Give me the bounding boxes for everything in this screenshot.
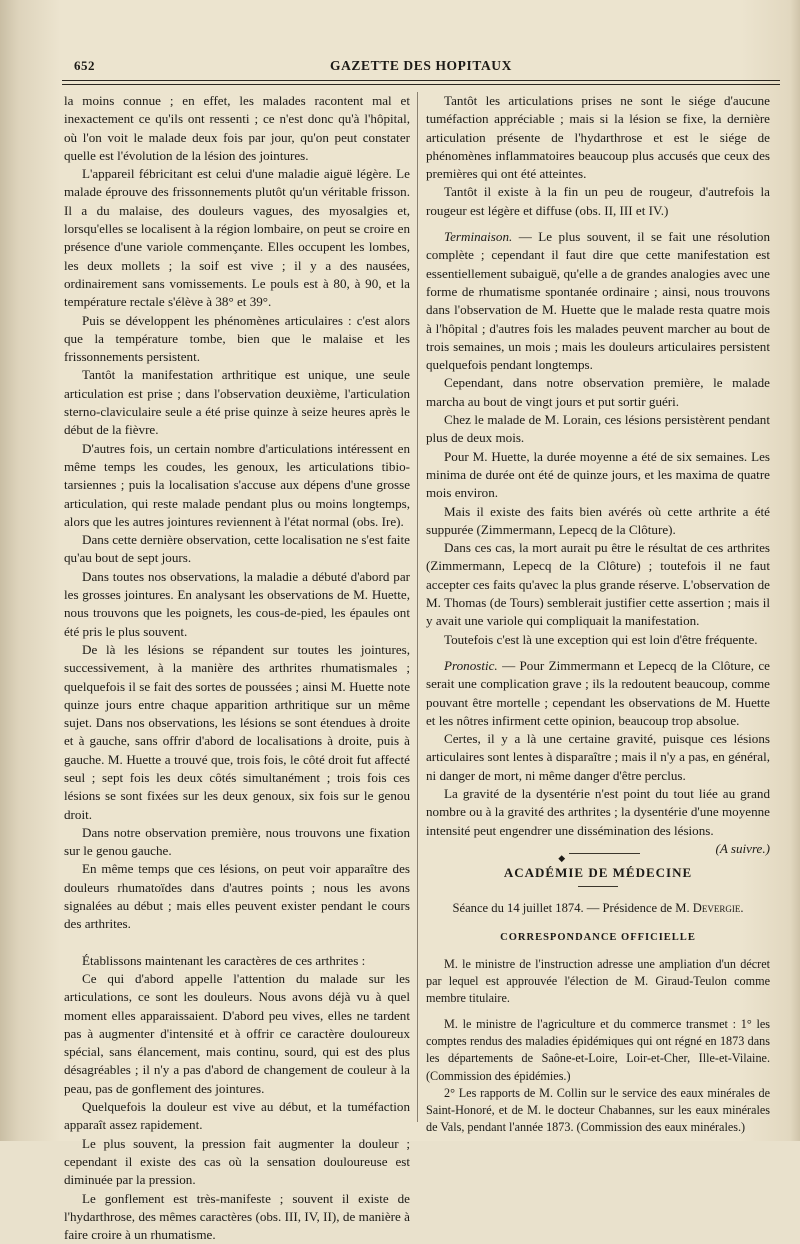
president-name: Devergie.	[692, 901, 744, 916]
right-column	[426, 92, 770, 1137]
paragraph-text: La gravité de la dysentérie n'est point du tout liée au grand nombre ou à la gravité des arthrites ; la dysentérie d'une moyenne intensité peut engendrer une dissémination des lésions.	[426, 785, 770, 838]
paragraph: Tantôt il existe à la fin un peu de rougeur, d'autrefois la rougeur est légère et diffuse (obs. II, III et IV.)	[426, 184, 770, 218]
paragraph: Tantôt la manifestation arthritique est unique, une seule articulation est prise ; dans l'observation deuxième, l'articulation sterno-claviculaire seule a été prise quinze à seize heures après le début de la fièvre.	[64, 367, 410, 438]
paragraph: Dans cette dernière observation, cette localisation ne s'est faite qu'au bout de sept jours.	[64, 532, 410, 566]
paragraph: M. le ministre de l'agriculture et du commerce transmet : 1° les comptes rendus des maladies épidémiques qui ont régné en 1873 dans les départements de Saône-et-Loire, Loir-et-Cher, Ille-et-Vilaine. (Commission des épidémies.)	[426, 1016, 770, 1083]
run-in-heading: Terminaison.	[444, 229, 513, 245]
paragraph: Le plus souvent, la pression fait augmenter la douleur ; cependant il existe des cas où la sensation douloureuse est diminuée par la pression.	[64, 1135, 410, 1188]
paragraph: Dans notre observation première, nous trouvons une fixation sur le genou gauche.	[64, 824, 410, 859]
paragraph: L'appareil fébricitant est celui d'une maladie aiguë légère. Le malade éprouve des frissonnements plutôt qu'un véritable frisson. Il a du malaise, des douleurs vagues, des myosalgies et, lorsqu'elles se localisent à la région lombaire, on peut se croire en présence d'une variole commençante. Elles occupent les lombes, les deux mollets ; la soif est vive ; il y a des nausées, ordinairement sans vomissements. Le pouls est à 80, à 90, et la température rectale s'élève à 38° et 39°.	[64, 166, 410, 310]
paragraph: Mais il existe des faits bien avérés où cette arthrite a été suppurée (Zimmermann, Lepecq de la Clôture).	[426, 503, 770, 537]
session-line: Séance du 14 juillet 1874. — Présidence de M. Devergie.	[452, 901, 744, 916]
left-column	[64, 92, 410, 1244]
spacer	[426, 220, 770, 228]
paragraph: Cependant, dans notre observation première, le malade marcha au bout de vingt jours et put sortir guéri.	[426, 375, 770, 409]
paragraph: la moins connue ; en effet, les malades racontent mal et inexactement ce qu'ils ont ressenti ; ce n'est donc qu'à l'hôpital, où l'on voit le malade deux fois par jour, qu'on peut constater quelle est l'évolution de la lésion des jointures.	[64, 93, 410, 163]
column-divider	[417, 92, 418, 1122]
ornament-glyph: ◆	[554, 853, 569, 863]
header-rule	[62, 80, 780, 81]
paragraph: Puis se développent les phénomènes articulaires : c'est alors que la température tombe, bien que le malaise et les frissonnements persistent.	[64, 312, 410, 365]
paragraph-text: — Pour Zimmermann et Lepecq de la Clôture, ce serait une complication grave ; ils la redoutent beaucoup, comme pouvant être mortelle ; cependant les observations de M. Huette et les nôtres infirment cette opinion, beaucoup trop absolue.	[426, 657, 770, 728]
paragraph: 2° Les rapports de M. Collin sur le service des eaux minérales de Saint-Honoré, et de M. le docteur Chabannes, sur les eaux minérales de Vals, pendant l'année 1873. (Commission des eaux minérales.)	[426, 1085, 770, 1135]
paragraph: Dans ces cas, la mort aurait pu être le résultat de ces arthrites (Zimmermann, Lepecq de la Clôture) ; toutefois il ne faut accepter ces faits qu'avec la plus grande réserve. L'observation de M. Thomas (de Tours) semblerait justifier cette assertion ; mais il y avait une variole qui compliquait la manifestation.	[426, 540, 770, 629]
spacer	[64, 934, 410, 952]
section-heading: ACADÉMIE DE MÉDECINE	[503, 864, 693, 880]
paragraph: Certes, il y a là une certaine gravité, puisque ces lésions articulaires sont lentes à disparaître ; mais il n'y a pas, en général, ni danger de mort, ni même danger d'être perclus.	[426, 731, 770, 783]
paragraph: D'autres fois, un certain nombre d'articulations intéressent en même temps les coudes, les genoux, les articulations tibio-tarsiennes ; puis la localisation s'accuse aux dépens d'une grosse articulation, qui reste malade pendant plus ou moins longtemps, alors que les autres jointures reviennent à l'état normal (obs. Ire).	[64, 440, 410, 529]
journal-title: GAZETTE DES HOPITAUX	[329, 58, 513, 73]
run-in-heading: Pronostic.	[444, 657, 498, 673]
paragraph: Ce qui d'abord appelle l'attention du malade sur les articulations, ce sont les douleurs. Nous avons déjà vu à quel moment elles apparaissaient. D'abord peu vives, elles ne tardent pas à augmenter d'intensité et à offrir ce caractère douloureux spécial, sans élancement, mais continu, sourd, qui est des plus désagréables ; il n'y a pas d'abord de changement de couleur à la peau, pas de gonflement des jointures.	[64, 970, 410, 1096]
spacer	[426, 649, 770, 657]
ornament-divider	[426, 848, 770, 863]
paragraph	[426, 785, 770, 856]
a-suivre: (A suivre.)	[715, 840, 770, 856]
spacer	[426, 1008, 770, 1016]
paragraph: En même temps que ces lésions, on peut voir apparaître des douleurs rhumatoïdes dans d'autres points ; nous les avons signalées au début ; mais elles peuvent exister pendant le cours des arthrites.	[64, 861, 410, 932]
page-header	[62, 58, 780, 80]
paragraph: Établissons maintenant les caractères de ces arthrites :	[82, 952, 366, 968]
paragraph: Dans toutes nos observations, la maladie a débuté d'abord par les grosses jointures. En analysant les observations de M. Huette, nous trouvons que les poignets, les cous-de-pied, les épaules ont été pris le plus souvent.	[64, 568, 410, 639]
header-rule-thin	[62, 84, 780, 85]
paragraph-pronostic	[426, 657, 770, 730]
short-rule	[578, 886, 618, 887]
paragraph-text: — Le plus souvent, il se fait une résolution complète ; cependant il faut dire que cette manifestation est essentiellement subaiguë, qu'elle a de grandes analogies avec une forme de rhumatisme spontanée ordinaire ; ainsi, nous trouvons dans l'observation de M. Huette que le malade resta quatre mois à l'hôpital ; d'autres fois les malades peuvent marcher au bout de trois semaines, un mois ; mais les douleurs articulaires persistent quelquefois pendant longtemps.	[426, 229, 770, 373]
paragraph: Chez le malade de M. Lorain, ces lésions persistèrent pendant plus de deux mois.	[426, 412, 770, 446]
paragraph-terminaison	[426, 228, 770, 374]
paragraph: Tantôt les articulations prises ne sont le siége d'aucune tuméfaction appréciable ; mais si la lésion se fixe, la dernière articulation présente de l'hydarthrose et est le siége de phénomènes inflammatoires beaucoup plus accusés que ceux des premières qui ont été atteintes.	[426, 93, 770, 182]
page-number: 652	[74, 58, 95, 73]
paragraph: Pour M. Huette, la durée moyenne a été de six semaines. Les minima de durée ont été de quinze jours, et les maxima de quatre mois environ.	[426, 448, 770, 501]
subsection-heading: CORRESPONDANCE OFFICIELLE	[500, 932, 696, 944]
paragraph: M. le ministre de l'instruction adresse une ampliation d'un décret par lequel est approuvée l'élection de M. Giraud-Teulon comme membre titulaire.	[426, 956, 770, 1006]
paragraph: De là les lésions se répandent sur toutes les jointures, successivement, à la manière des arthrites rhumatismales ; quelquefois il se fait des sortes de poussées ; ainsi M. Huette note quinze jours entre chaque apparition arthritique sur un même sujet. Dans nos observations, les lésions se sont étendues à droite et à gauche, sans offrir d'abord de localisations à droite, puis à gauche. M. Huette a trouvé que, trois fois, le côté droit fut affecté seul ; sept fois les deux côtés simultanément ; trois fois ces lésions se sont fixées sur les deux genoux, six fois sur le genou droit.	[64, 641, 410, 822]
paragraph: Quelquefois la douleur est vive au début, et la tuméfaction apparaît assez rapidement.	[64, 1099, 410, 1133]
paragraph: Le gonflement est très-manifeste ; souvent il existe de l'hydarthrose, des mêmes caractères (obs. III, IV, II), de manière à faire croire à un rhumatisme.	[64, 1190, 410, 1243]
paragraph: Toutefois c'est là une exception qui est loin d'être fréquente.	[444, 631, 758, 647]
